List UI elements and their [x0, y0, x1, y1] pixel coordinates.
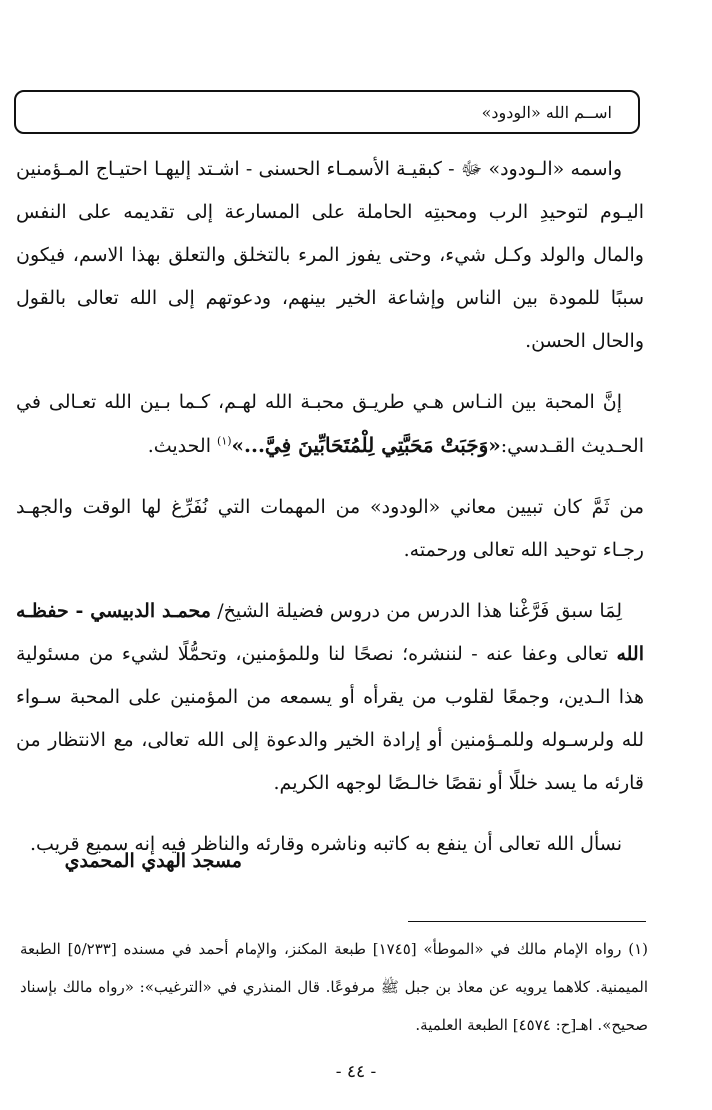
- paragraph-2: [16, 381, 644, 468]
- running-header-box: [14, 90, 640, 134]
- footnote-reference: (١): [217, 434, 232, 448]
- paragraph-5: نسأل الله تعالى أن ينفع به كاتبه وناشره وقارئه والناظر فيه إنه سميع قريب.: [30, 833, 622, 855]
- paragraph-2-end: الحديث.: [147, 435, 218, 457]
- signature: مسجد الهدي المحمدي: [64, 850, 242, 872]
- paragraph-1: واسمه «الـودود» ﷻ - كبقيـة الأسمـاء الحسنى - اشـتد إليهـا احتيـاج المـؤمنين اليـوم لتوحيدِ الرب ومحبتِه الحاملة على المسارعة إلى تقديمه على النفس والمال والولد وكـل شيء، وحتى يفوز المرء بالتخلق والتعلق بهذا الاسم، فيكون سببًا للمودة بين الناس وإشاعة الخير بينهم، ودعوتهم إلى الله تعالى بالقول والحال الحسن.: [16, 158, 644, 352]
- running-header-title: اســم الله «الودود»: [481, 102, 612, 122]
- body-text: [16, 148, 644, 866]
- sheikh-name: محمـد الدبيسي - حفظـه الله: [16, 600, 644, 665]
- paragraph-4-intro: لِمَا سبق فَرَّغْنا هذا الدرس من دروس فضيلة الشيخ/: [210, 600, 622, 622]
- footnote-divider: [408, 921, 646, 922]
- paragraph-4-body: تعالى وعفا عنه - لننشره؛ نصحًا لنا وللمؤمنين، وتحمُّلًا لشيء من مسئولية هذا الـدين، وجمعًا لقلوب من يقرأه أو يسمعه من المؤمنين على المحبة سـواء لله ولرسـوله وللمـؤمنين أو إرادة الخير والدعوة إلى الله تعالى، مع الانتظار من قارئه ما يسد خللًا أو نقصًا خالـصًا لوجهه الكريم.: [16, 643, 644, 794]
- paragraph-4: [16, 590, 644, 805]
- footnote: (١) رواه الإمام مالك في «الموطأ» [١٧٤٥] طبعة المكنز، والإمام أحمد في مسنده [٥/٢٣٣] الطبعة الميمنية. كلاهما يرويه عن معاذ بن جبل ﷺ مرفوعًا. قال المنذري في «الترغيب»: «رواه مالك بإسناد صحيح». اهـ[ح: ٤٥٧٤] الطبعة العلمية.: [20, 940, 649, 1034]
- page-number: - ٤٤ -: [335, 1062, 377, 1082]
- paragraph-2-intro: إنَّ المحبة بين النـاس هـي طريـق محبـة الله لهـم، كـما بـين الله تعـالى في الحـديث القـدسي:: [16, 391, 644, 457]
- paragraph-3: من ثَمَّ كان تبيين معاني «الودود» من المهمات التي نُفَرِّغ لها الوقت والجهـد رجـاء توحيد الله تعالى ورحمته.: [16, 496, 644, 561]
- hadith-quote: «وَجَبَتْ مَحَبَّتِي لِلْمُتَحَابِّينَ فِيَّ...»: [231, 433, 501, 457]
